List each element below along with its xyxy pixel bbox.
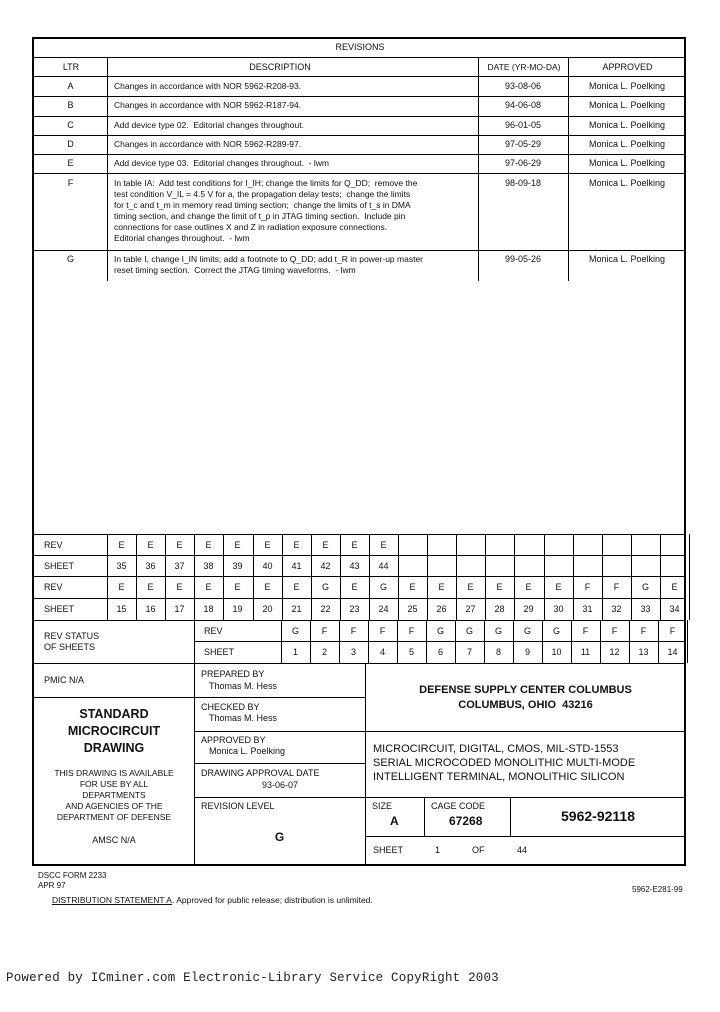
row1-rev-cell: E [234,540,241,550]
rev-date: 97-05-29 [504,139,542,149]
drawing-number: 5962-92118 [561,808,635,824]
row1-rev-cell: E [351,540,358,550]
drawing-title: MICROCIRCUIT, DIGITAL, CMOS, MIL-STD-1553 SERIAL MICROCODED MONOLITHIC MULTI-MODE INTELLIGENT TERMINAL, MONOLITHIC SILICON [373,743,636,783]
revision-level: G [274,830,285,844]
row2-rev-cell: G [321,582,329,592]
row3-sheet-cell: 7 [466,647,472,657]
row2-rev-cell: E [467,582,474,592]
revisions-title: REVISIONS [335,42,385,52]
row3-sheet-cell: 9 [524,647,530,657]
rev-desc: Changes in accordance with NOR 5962-R289-97. [114,139,302,149]
row3-sheet-cell: 1 [292,647,298,657]
row2-rev-cell: F [613,582,620,592]
header-approved: APPROVED [602,62,653,72]
row1-rev-cell: E [322,540,329,550]
row2-sheet-cell: 26 [436,604,447,614]
row1-rev-cell: E [380,540,387,550]
form-number: DSCC FORM 2233 APR 97 [38,871,107,890]
row2-sheet-cell: 34 [669,604,680,614]
approved-by: Monica L. Poelking [209,746,286,756]
divider [34,154,686,155]
row2-sheet-label: SHEET [44,604,75,614]
row3-sheet-cell: 3 [350,647,356,657]
divider [34,576,686,577]
row2-sheet-cell: 27 [465,604,476,614]
prepared-by-label: PREPARED BY [201,669,265,679]
sheet-of-label: OF [472,845,485,855]
row2-rev-cell: E [264,582,271,592]
row2-rev-cell: G [379,582,387,592]
divider [34,250,686,251]
rev-ltr: B [67,100,74,110]
approved-by-label: APPROVED BY [201,735,266,745]
row1-sheet-label: SHEET [44,561,75,571]
divider [34,57,686,58]
row2-rev-cell: E [205,582,212,592]
rev-desc: Changes in accordance with NOR 5962-R187-94. [114,100,302,110]
row3-sheet-cell: 4 [379,647,385,657]
row3-rev-cell: G [436,626,444,636]
row3-sheet-cell: 5 [408,647,414,657]
rev-desc: Add device type 02. Editorial changes throughout. [114,120,304,130]
row1-rev-cell: E [176,540,183,550]
row1-sheet-cell: 44 [378,561,389,571]
rev-approved: Monica L. Poelking [588,100,666,110]
divider [365,797,686,798]
row2-rev-cell: E [496,582,503,592]
row1-rev-cell: E [147,540,154,550]
rev-ltr: A [67,81,74,91]
checked-by: Thomas M. Hess [209,713,278,723]
row2-rev-cell: E [671,582,678,592]
rev-desc: Changes in accordance with NOR 5962-R208-93. [114,81,302,91]
grid-line [687,620,688,663]
cage-code-label: CAGE CODE [431,801,486,811]
divider [194,731,365,732]
rev-date: 93-08-06 [504,81,542,91]
row2-rev-cell: G [641,582,649,592]
divider [424,797,425,836]
row1-sheet-cell: 38 [203,561,214,571]
row2-sheet-cell: 17 [174,604,185,614]
checked-by-label: CHECKED BY [201,702,260,712]
row3-sheet-cell: 11 [580,647,591,657]
row2-rev-cell: E [176,582,183,592]
row3-rev-cell: F [669,626,676,636]
row2-rev-cell: E [555,582,562,592]
row1-sheet-cell: 43 [349,561,360,571]
row3-sheet-cell: 13 [638,647,649,657]
powered-by-watermark: Powered by ICminer.com Electronic-Library Service CopyRight 2003 [6,971,499,985]
row2-sheet-cell: 28 [494,604,505,614]
rev-date: 97-06-29 [504,158,542,168]
rev-date: 96-01-05 [504,120,542,130]
row2-sheet-cell: 30 [553,604,564,614]
divider [365,836,686,837]
divider [34,135,686,136]
row3-sheet-cell: 14 [667,647,678,657]
rev-approved: Monica L. Poelking [588,139,666,149]
document-code: 5962-E281-99 [632,885,683,894]
row1-sheet-cell: 41 [291,561,302,571]
divider [34,534,686,535]
row1-sheet-cell: 36 [145,561,156,571]
row3-sheet-cell: 2 [321,647,327,657]
row3-sheet-cell: 12 [609,647,620,657]
row2-sheet-cell: 31 [582,604,593,614]
row1-sheet-cell: 40 [262,561,273,571]
distribution-label: DISTRIBUTION STATEMENT A [52,895,172,905]
row2-sheet-cell: 23 [349,604,360,614]
row2-sheet-cell: 33 [640,604,651,614]
rev-approved: Monica L. Poelking [588,178,666,188]
divider [34,598,686,599]
approval-date-label: DRAWING APPROVAL DATE [201,768,320,778]
row3-rev-cell: G [523,626,531,636]
row2-rev-cell: E [409,582,416,592]
distribution-text: . Approved for public release; distribution is unlimited. [171,895,373,905]
divider [34,116,686,117]
row3-rev-cell: F [611,626,618,636]
rev-approved: Monica L. Poelking [588,120,666,130]
row2-rev-cell: E [525,582,532,592]
row1-rev-cell: E [264,540,271,550]
row3-rev-cell: F [408,626,415,636]
row3-rev-cell: G [494,626,502,636]
row2-sheet-cell: 20 [262,604,273,614]
row1-rev-label: REV [44,540,63,550]
sheet-label: SHEET [373,845,404,855]
row3-rev-cell: F [640,626,647,636]
row3-rev-cell: F [321,626,328,636]
divider [34,96,686,97]
row2-rev-cell: E [293,582,300,592]
cage-code: 67268 [449,814,483,828]
row2-sheet-cell: 16 [145,604,156,614]
row2-rev-cell: E [234,582,241,592]
divider [34,173,686,174]
availability-statement: THIS DRAWING IS AVAILABLE FOR USE BY ALL DEPARTMENTS AND AGENCIES OF THE DEPARTMENT OF DEFENSE [54,768,174,822]
grid-line [689,534,690,620]
row2-sheet-cell: 32 [611,604,622,614]
row1-rev-cell: E [118,540,125,550]
row3-rev-cell: F [350,626,357,636]
row2-rev-cell: E [147,582,154,592]
sheet-total: 44 [517,845,528,855]
rev-ltr: G [66,254,74,264]
divider [34,620,686,621]
row2-rev-label: REV [44,582,63,592]
sheet-number: 1 [435,845,441,855]
rev-date: 94-06-08 [504,100,542,110]
divider [194,797,365,798]
row2-sheet-cell: 18 [203,604,214,614]
size-value: A [390,814,399,828]
rev-ltr: D [67,139,74,149]
size-label: SIZE [372,801,393,811]
row1-sheet-cell: 42 [320,561,331,571]
divider [107,57,108,281]
row3-rev-cell: G [291,626,299,636]
rev-date: 98-09-18 [504,178,542,188]
divider [34,76,686,77]
divider [365,731,686,732]
header-date: DATE (YR-MO-DA) [487,62,561,72]
rev-date: 99-05-26 [504,254,542,264]
rev-desc: In table IA: Add test conditions for I_IH; change the limits for Q_DD; remove the test condition V_IL = 4.5 V for a, the propagation delay tests; change the limits for t_c and t_m in memory read timing section; change the limits of t_s in DMA timing section, and change the limit of t_p in JTAG timing section. Include pin connections for case outlines X and Z in radiation exposure connections. Editorial changes throughout. - lwm [114,178,418,243]
row2-rev-cell: E [118,582,125,592]
rev-ltr: F [67,178,74,188]
row1-rev-cell: E [293,540,300,550]
row3-sheet-label: SHEET [204,647,235,657]
rev-status-label: REV STATUS OF SHEETS [44,631,100,652]
row1-sheet-cell: 37 [174,561,185,571]
row1-sheet-cell: 35 [116,561,127,571]
header-description: DESCRIPTION [249,62,311,72]
row2-sheet-cell: 25 [407,604,418,614]
divider [34,663,686,664]
agency-name: DEFENSE SUPPLY CENTER COLUMBUS COLUMBUS, OHIO 43216 [419,684,632,711]
rev-approved: Monica L. Poelking [588,254,666,264]
rev-ltr: E [67,158,74,168]
row2-sheet-cell: 21 [291,604,302,614]
row3-rev-label: REV [204,626,223,636]
row3-sheet-cell: 10 [551,647,562,657]
rev-approved: Monica L. Poelking [588,81,666,91]
row3-rev-cell: F [379,626,386,636]
divider [194,763,365,764]
row1-sheet-cell: 39 [232,561,243,571]
rev-ltr: C [67,120,74,130]
divider [194,641,686,642]
pmic: PMIC N/A [44,675,85,685]
standard-microcircuit-drawing: STANDARD MICROCIRCUIT DRAWING [67,707,161,755]
row2-sheet-cell: 24 [378,604,389,614]
row3-rev-cell: G [552,626,560,636]
header-ltr: LTR [62,62,80,72]
row2-rev-cell: E [351,582,358,592]
row2-sheet-cell: 22 [320,604,331,614]
row3-sheet-cell: 8 [495,647,501,657]
row1-rev-cell: E [205,540,212,550]
approval-date: 93-06-07 [262,780,299,790]
row2-rev-cell: F [584,582,591,592]
row2-sheet-cell: 29 [523,604,534,614]
row2-sheet-cell: 19 [232,604,243,614]
row3-rev-cell: F [582,626,589,636]
rev-approved: Monica L. Poelking [588,158,666,168]
row2-rev-cell: E [438,582,445,592]
amsc: AMSC N/A [92,835,136,845]
row2-sheet-cell: 15 [116,604,127,614]
divider [34,697,194,698]
row3-sheet-cell: 6 [437,647,443,657]
divider [194,697,365,698]
rev-desc: In table I, change I_IN limits; add a footnote to Q_DD; add t_R in power-up master reset timing section. Correct the JTAG timing waveforms. - lwm [114,254,423,275]
rev-desc: Add device type 03. Editorial changes throughout. - lwm [114,158,329,168]
divider [34,555,686,556]
distribution-statement [52,895,373,906]
revision-level-label: REVISION LEVEL [201,801,275,811]
row3-rev-cell: G [465,626,473,636]
prepared-by: Thomas M. Hess [209,681,278,691]
